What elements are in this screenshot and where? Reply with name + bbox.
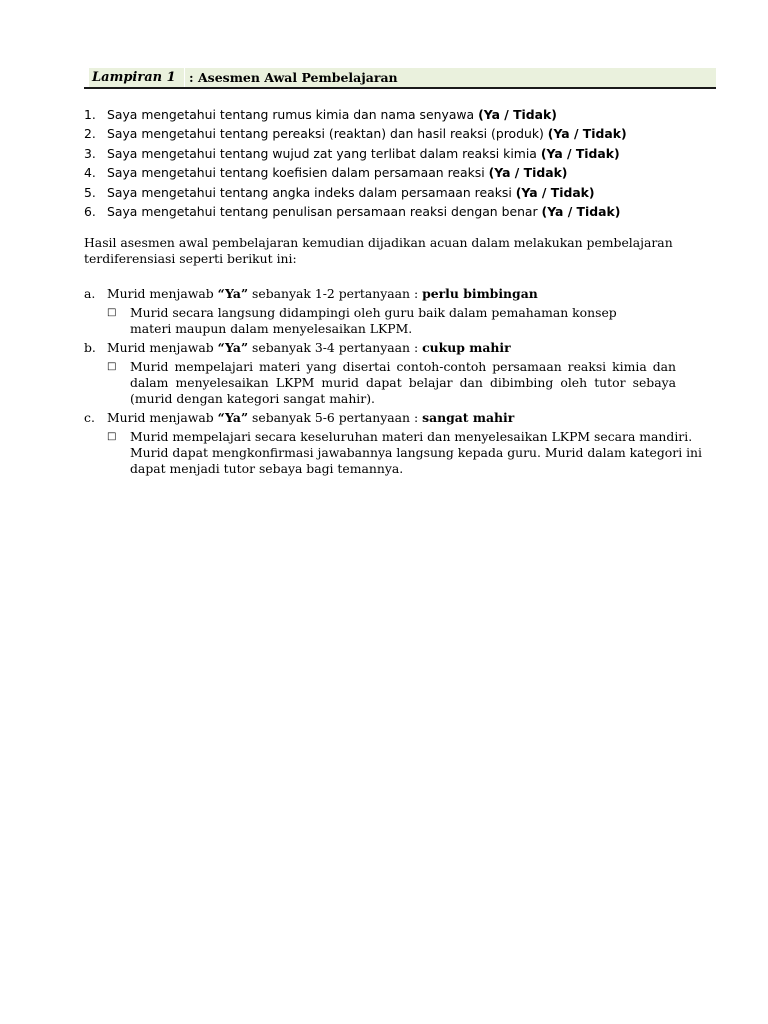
question-item — [84, 204, 724, 223]
category-answer: “Ya” — [217, 340, 249, 355]
question-text: Saya mengetahui tentang pereaksi (reaktan) dan hasil reaksi (produk) — [107, 126, 548, 142]
category-level: perlu bimbingan — [422, 286, 538, 301]
category-level: sangat mahir — [422, 410, 515, 425]
question-option: (Ya / Tidak) — [547, 126, 627, 142]
appendix-title-cell — [185, 68, 716, 87]
appendix-label: Lampiran 1 — [92, 70, 176, 85]
question-text-wrap — [107, 165, 567, 181]
category-text — [107, 286, 538, 302]
intro-paragraph: Hasil asesmen awal pembelajaran kemudian dijadikan acuan dalam melakukan pembelajaran terdiferensiasi seperti berikut ini: — [84, 235, 673, 266]
question-option: (Ya / Tidak) — [515, 184, 595, 200]
square-bullet-icon: □ — [107, 431, 117, 442]
category-prefix: Murid menjawab — [107, 340, 218, 355]
question-text-wrap — [107, 126, 627, 142]
question-item — [84, 126, 724, 145]
category-text — [107, 410, 514, 426]
question-item — [84, 107, 724, 126]
question-option: (Ya / Tidak) — [488, 165, 568, 181]
question-number: 1. — [84, 107, 96, 122]
category-middle: sebanyak 1-2 pertanyaan : — [248, 286, 423, 301]
question-item — [84, 185, 724, 204]
assessment-question-list — [84, 107, 724, 223]
question-text-wrap — [107, 204, 620, 220]
question-item — [84, 146, 724, 165]
question-option: (Ya / Tidak) — [478, 107, 557, 122]
category-answer: “Ya” — [217, 286, 249, 301]
square-bullet-icon: □ — [107, 361, 117, 372]
question-number: 5. — [84, 184, 96, 200]
category-letter: a. — [84, 286, 96, 301]
category-middle: sebanyak 3-4 pertanyaan : — [248, 340, 423, 355]
appendix-title: : Asesmen Awal Pembelajaran — [189, 70, 398, 85]
category-middle: sebanyak 5-6 pertanyaan : — [248, 410, 423, 425]
category-answer: “Ya” — [217, 410, 249, 425]
question-item — [84, 165, 724, 184]
appendix-label-cell — [89, 68, 184, 87]
category-text — [107, 340, 511, 356]
square-bullet-icon: □ — [107, 307, 117, 318]
question-text: Saya mengetahui tentang koefisien dalam persamaan reaksi — [107, 165, 489, 181]
category-prefix: Murid menjawab — [107, 286, 218, 301]
description-text: Murid secara langsung didampingi oleh guru baik dalam pemahaman konsep materi maupun dalam menyelesaikan LKPM. — [130, 305, 617, 336]
question-text-wrap — [107, 146, 620, 162]
question-number: 4. — [84, 165, 96, 181]
category-prefix: Murid menjawab — [107, 410, 218, 425]
appendix-header — [84, 68, 716, 89]
category-level: cukup mahir — [422, 340, 511, 355]
description-text: Murid mempelajari secara keseluruhan materi dan menyelesaikan LKPM secara mandiri. Murid dapat mengkonfirmasi jawabannya langsung kepada guru. Murid dalam kategori ini dapat menjadi tutor sebaya bagi temannya. — [130, 429, 703, 476]
question-text: Saya mengetahui tentang penulisan persamaan reaksi dengan benar — [107, 203, 542, 219]
description-text: Murid mempelajari materi yang disertai contoh-contoh persamaan reaksi kimia dan dalam menyelesaikan LKPM murid dapat belajar dan dibimbing oleh tutor sebaya (murid dengan kategori sangat mahir). — [130, 359, 676, 406]
category-letter: c. — [84, 410, 95, 425]
question-option: (Ya / Tidak) — [541, 203, 621, 219]
question-number: 2. — [84, 126, 96, 142]
question-text: Saya mengetahui tentang angka indeks dalam persamaan reaksi — [107, 184, 516, 200]
question-text-wrap — [107, 107, 557, 123]
question-text: Saya mengetahui tentang rumus kimia dan nama senyawa — [107, 107, 479, 122]
question-option: (Ya / Tidak) — [540, 145, 620, 161]
question-number: 3. — [84, 145, 96, 161]
question-text-wrap — [107, 185, 595, 201]
category-letter: b. — [84, 340, 96, 355]
question-number: 6. — [84, 203, 96, 219]
question-text: Saya mengetahui tentang wujud zat yang terlibat dalam reaksi kimia — [107, 145, 541, 161]
